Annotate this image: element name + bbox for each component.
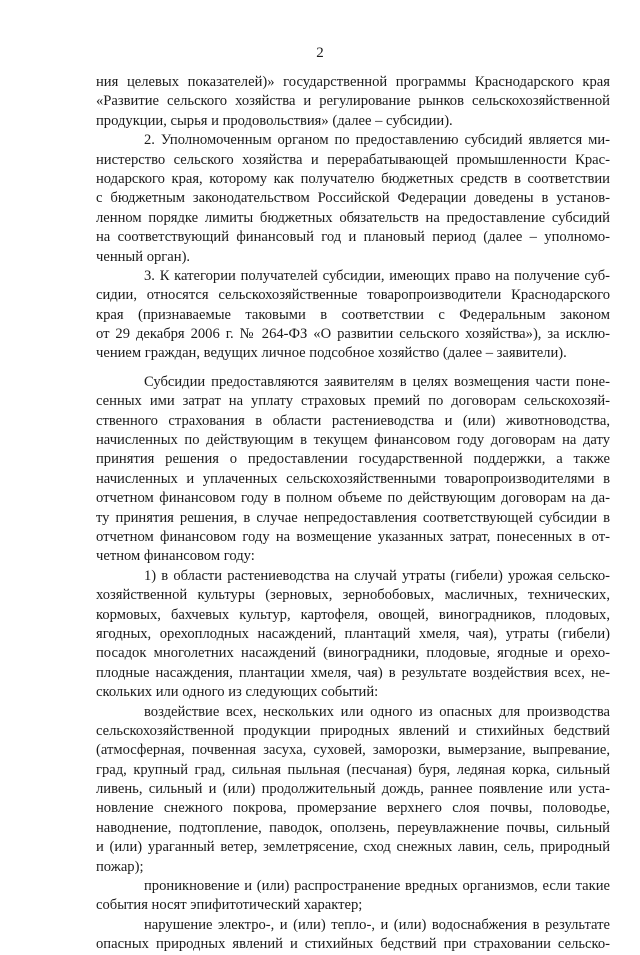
text-line: края (признаваемые таковыми в соответствии с Федеральным законом	[96, 306, 610, 323]
document-body	[96, 73, 610, 955]
text-line: сидии, относятся сельскохозяйственные товаропроизводители Краснодарского	[96, 287, 610, 304]
text-line: 1) в области растениеводства на случай утраты (гибели) урожая сельско-	[144, 567, 610, 584]
text-line: принятия решения о предоставлении государственной поддержки, а также	[96, 451, 610, 468]
text-line: «Развитие сельского хозяйства и регулирование рынков сельскохозяйственной	[96, 93, 610, 110]
text-line: нарушение электро-, и (или) тепло-, и (или) водоснабжения в результате	[144, 916, 610, 933]
text-line: скольких или одного из следующих событий:	[96, 684, 379, 701]
text-line: события носят эпифитотический характер;	[96, 897, 363, 914]
text-line: ливень, сильный и (или) продолжительный дождь, раннее появление или уста-	[96, 781, 610, 798]
text-line: хозяйственной культуры (зерновых, зернобобовых, масличных, технических,	[96, 587, 610, 604]
text-line: начисленных по действующим в текущем финансовом году договорам на дату	[96, 432, 610, 449]
text-line: пожар);	[96, 858, 144, 875]
text-line: ственного страхования в области растениеводства и (или) животноводства,	[96, 412, 610, 429]
text-line: продукции, сырья и продовольствия» (далее – субсидии).	[96, 112, 453, 129]
text-line: Субсидии предоставляются заявителям в целях возмещения части поне-	[144, 373, 610, 390]
text-line: отчетном финансовом году на возмещение указанных затрат, понесенных в от-	[96, 528, 610, 545]
text-line: 3. К категории получателей субсидии, имеющих право на получение суб-	[144, 267, 610, 284]
text-line: на соответствующий финансовый год и плановый период (далее – уполномо-	[96, 229, 610, 246]
text-line: нодарского края, которому как получателю бюджетных средств в соответствии	[96, 170, 610, 187]
text-line: четном финансовом году:	[96, 548, 255, 565]
text-line: начисленных и уплаченных сельскохозяйственными товаропроизводителями в	[96, 470, 610, 487]
text-line: от 29 декабря 2006 г. № 264-ФЗ «О развитии сельского хозяйства»), за исклю-	[96, 326, 610, 343]
text-line: 2. Уполномоченным органом по предоставлению субсидий является ми-	[144, 132, 610, 149]
text-line: ту принятия решения, в случае непредоставления соответствующей субсидии в	[96, 509, 610, 526]
paragraph-gap	[96, 364, 610, 373]
text-line: чением граждан, ведущих личное подсобное хозяйство (далее – заявители).	[96, 345, 567, 362]
text-line: ченный орган).	[96, 248, 191, 265]
text-line: и (или) ураганный ветер, землетрясение, сход снежных лавин, сель, природный	[96, 839, 610, 856]
text-line: сельскохозяйственной продукции природных явлений и стихийных бедствий	[96, 722, 610, 739]
text-line: ягодных, орехоплодных насаждений, плантаций хмеля, чая), утраты (гибели)	[96, 625, 610, 642]
text-line: посадок многолетних насаждений (виноградники, плодовые, ягодные и орехо-	[96, 645, 610, 662]
text-line: кормовых, бахчевых культур, картофеля, овощей, виноградников, плодовых,	[96, 606, 610, 623]
text-line: сенных ими затрат на уплату страховых премий по договорам сельскохозяй-	[96, 393, 610, 410]
text-line: наводнение, подтопление, паводок, оползень, переувлажнение почвы, сильный	[96, 819, 610, 836]
text-line: опасных природных явлений и стихийных бедствий при страховании сельско-	[96, 936, 610, 953]
text-line: (атмосферная, почвенная засуха, суховей, заморозки, вымерзание, выпревание,	[96, 742, 610, 759]
text-line: новление снежного покрова, промерзание верхнего слоя почвы, половодье,	[96, 800, 610, 817]
text-line: воздействие всех, нескольких или одного из опасных для производства	[144, 703, 610, 720]
text-line: отчетном финансовом году в полном объеме по действующим договорам на да-	[96, 490, 610, 507]
text-line: плодные насаждения, плантации хмеля, чая) в результате воздействия всех, не-	[96, 664, 610, 681]
text-line: град, крупный град, сильная пыльная (песчаная) буря, ледяная корка, сильный	[96, 761, 610, 778]
text-line: ния целевых показателей)» государственной программы Краснодарского края	[96, 74, 610, 90]
page-number: 2	[316, 45, 324, 61]
text-line: с бюджетным законодательством Российской Федерации доведены в установ-	[96, 190, 610, 207]
text-line: ленном порядке лимиты бюджетных обязательств на предоставление субсидий	[96, 209, 610, 226]
text-line: нистерство сельского хозяйства и перерабатывающей промышленности Крас-	[96, 151, 610, 168]
text-line: проникновение и (или) распространение вредных организмов, если такие	[144, 878, 610, 895]
